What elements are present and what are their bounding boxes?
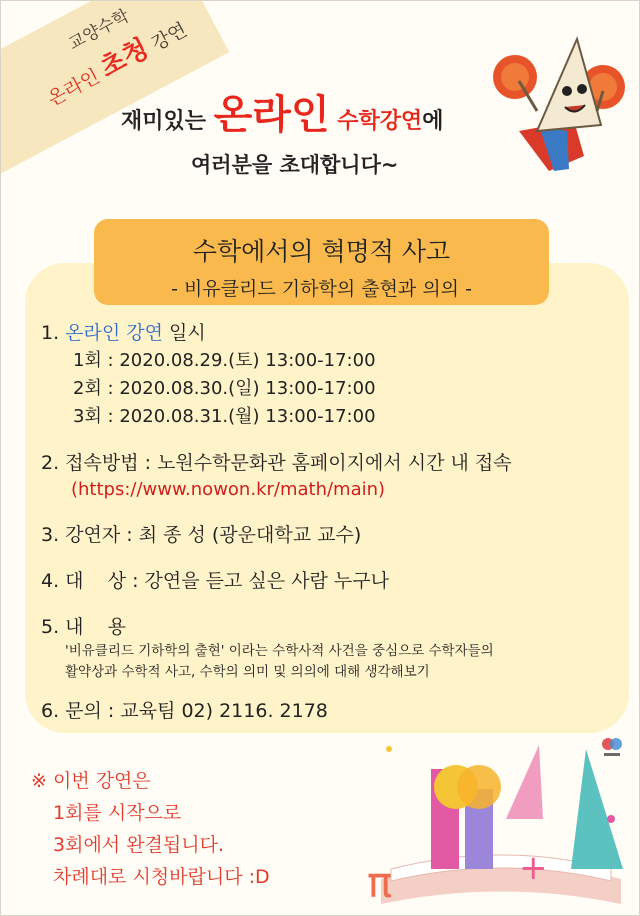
item-content: 5. 내 용 <box>41 616 127 638</box>
item-schedule-num: 1. <box>41 322 66 344</box>
page-subtitle: - 비유클리드 기하학의 출현과 의의 - <box>171 278 472 300</box>
item-speaker: 3. 강연자 : 최 종 성 (광운대학교 교수) <box>41 524 362 546</box>
notice-line-3: 3회에서 완결됩니다. <box>53 834 224 856</box>
triangle-mascot-icon <box>479 21 629 181</box>
nowon-logo-icon <box>598 734 626 760</box>
headline-pre: 재미있는 <box>121 109 214 134</box>
corner-line2-pre: 온라인 <box>44 62 109 111</box>
item-schedule-rest: 일시 <box>162 322 206 344</box>
item-contact: 6. 문의 : 교육팀 02) 2116. 2178 <box>41 700 328 722</box>
info-list <box>41 319 621 725</box>
item-schedule <box>41 319 621 347</box>
notice-line-2: 1회를 시작으로 <box>53 802 182 824</box>
notice <box>31 765 270 893</box>
headline-red: 수학강연 <box>329 109 423 134</box>
item-access: 2. 접속방법 : 노원수학문화관 홈페이지에서 시간 내 접속 <box>41 452 512 474</box>
session-1: 1회 : 2020.08.29.(토) 13:00-17:00 <box>73 350 376 371</box>
svg-text:+: + <box>519 848 548 888</box>
corner-line2-post: 강연 <box>142 18 191 59</box>
content-desc-1: '비유클리드 기하학의 출현' 이라는 수학사적 사건을 중심으로 수학자들의 <box>65 643 494 659</box>
svg-text:π: π <box>367 858 393 907</box>
item-schedule-highlight: 온라인 강연 <box>65 322 163 344</box>
title-box <box>94 219 549 305</box>
item-audience: 4. 대 상 : 강연을 듣고 싶은 사람 누구나 <box>41 570 389 592</box>
notice-line-1: ※ 이번 강연은 <box>31 770 151 792</box>
headline <box>121 83 444 140</box>
session-2: 2회 : 2020.08.30.(일) 13:00-17:00 <box>73 378 376 399</box>
notice-line-4: 차례대로 시청바랍니다 :D <box>53 866 270 888</box>
page-title: 수학에서의 혁명적 사고 <box>192 237 451 266</box>
content-desc-2: 활약상과 수학적 사고, 수학의 의미 및 의의에 대해 생각해보기 <box>65 664 430 680</box>
headline-big: 온라인 <box>213 92 330 138</box>
headline-line2: 여러분을 초대합니다~ <box>191 153 399 177</box>
headline-post: 에 <box>422 109 444 134</box>
session-3: 3회 : 2020.08.31.(월) 13:00-17:00 <box>73 406 376 427</box>
corner-line1: 교양수학 <box>65 5 133 55</box>
access-url[interactable]: (https://www.nowon.kr/math/main) <box>71 479 386 500</box>
corner-line2-highlight: 초청 <box>95 33 154 84</box>
